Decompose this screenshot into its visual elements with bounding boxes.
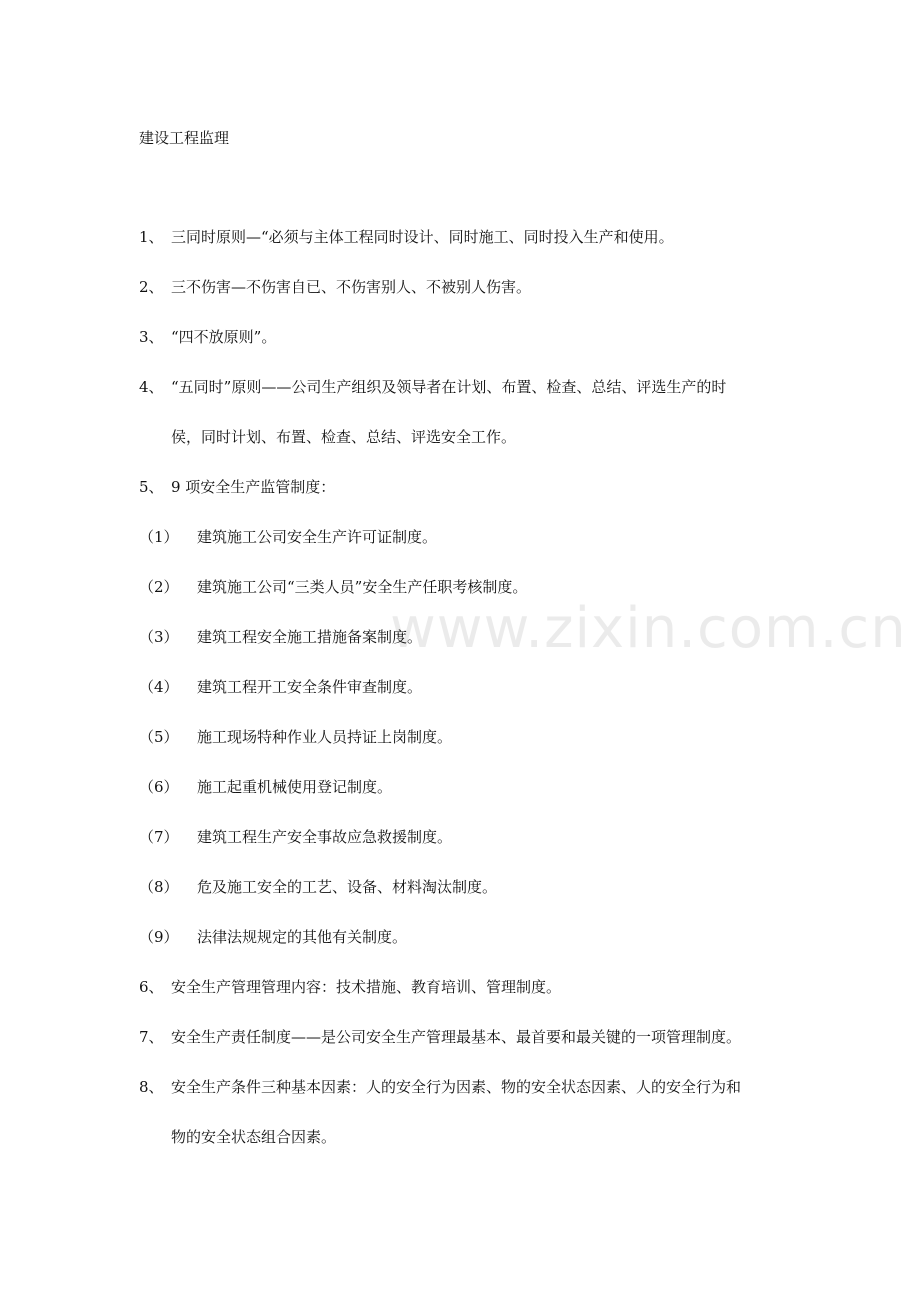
item-text: “四不放原则”。 xyxy=(171,328,277,346)
sub-item-number: （4） xyxy=(139,678,179,696)
sub-item-number: （5） xyxy=(139,728,179,746)
item-number: 6、 xyxy=(139,978,164,996)
watermark: www.zixin.com.cn xyxy=(390,596,907,661)
sub-item-number: （8） xyxy=(139,878,179,896)
sub-item-number: （3） xyxy=(139,628,179,646)
item-number: 4、 xyxy=(139,378,164,396)
item-number: 3、 xyxy=(139,328,164,346)
item-text: 9 项安全生产监管制度： xyxy=(171,478,336,496)
item-text: 三同时原则—“必须与主体工程同时设计、同时施工、同时投入生产和使用。 xyxy=(171,228,674,246)
item-text: 安全生产管理管理内容：技术措施、教育培训、管理制度。 xyxy=(171,978,562,996)
sub-item-text: 建筑工程开工安全条件审查制度。 xyxy=(197,678,423,696)
sub-item-number: （7） xyxy=(139,828,179,846)
sub-item-text: 施工现场特种作业人员持证上岗制度。 xyxy=(197,728,453,746)
item-number: 1、 xyxy=(139,228,164,246)
sub-item-text: 法律法规规定的其他有关制度。 xyxy=(197,928,408,946)
item-text: 三不伤害—不伤害自已、不伤害别人、不被别人伤害。 xyxy=(171,278,532,296)
document-title: 建设工程监理 xyxy=(139,129,230,147)
item-number: 7、 xyxy=(139,1028,164,1046)
sub-item-text: 危及施工安全的工艺、设备、材料淘汰制度。 xyxy=(197,878,498,896)
sub-item-text: 建筑施工公司“三类人员”安全生产任职考核制度。 xyxy=(197,578,528,596)
sub-item-number: （6） xyxy=(139,778,179,796)
sub-item-text: 建筑工程生产安全事故应急救援制度。 xyxy=(197,828,453,846)
sub-item-text: 建筑施工公司安全生产许可证制度。 xyxy=(197,528,438,546)
item-number: 5、 xyxy=(139,478,164,496)
item-text: 安全生产责任制度——是公司安全生产管理最基本、最首要和最关键的一项管理制度。 xyxy=(171,1028,742,1046)
sub-item-number: （1） xyxy=(139,528,179,546)
list-item-continuation: 侯，同时计划、布置、检查、总结、评选安全工作。 xyxy=(171,428,517,446)
item-text: 安全生产条件三种基本因素：人的安全行为因素、物的安全状态因素、人的安全行为和 xyxy=(171,1078,742,1096)
sub-item-number: （2） xyxy=(139,578,179,596)
sub-item-number: （9） xyxy=(139,928,179,946)
sub-item-text: 建筑工程安全施工措施备案制度。 xyxy=(197,628,423,646)
item-number: 2、 xyxy=(139,278,164,296)
sub-item-text: 施工起重机械使用登记制度。 xyxy=(197,778,393,796)
item-text: “五同时”原则——公司生产组织及领导者在计划、布置、检查、总结、评选生产的时 xyxy=(171,378,727,396)
list-item-continuation: 物的安全状态组合因素。 xyxy=(171,1128,337,1146)
item-number: 8、 xyxy=(139,1078,164,1096)
